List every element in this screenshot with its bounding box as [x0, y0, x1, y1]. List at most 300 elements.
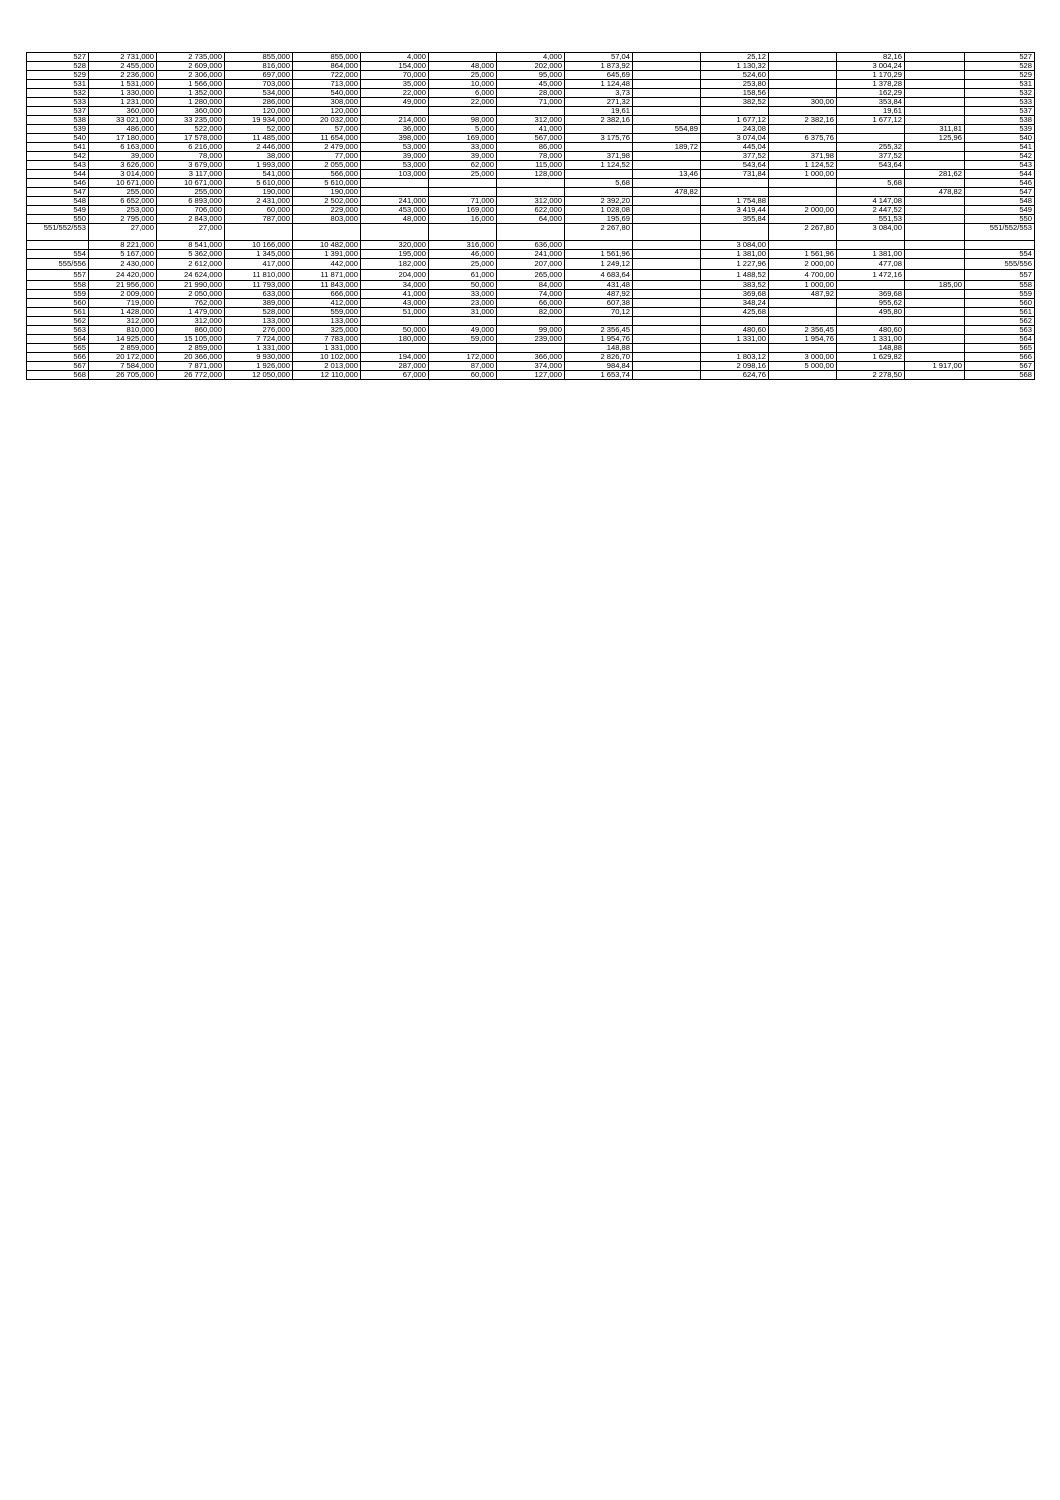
row-id-cell-right: 544	[965, 170, 1035, 179]
table-cell: 3 004,24	[837, 62, 905, 71]
table-cell: 6 163,000	[89, 143, 157, 152]
table-cell: 308,000	[293, 98, 361, 107]
table-cell: 9 930,000	[225, 353, 293, 362]
table-cell: 4,000	[361, 53, 429, 62]
table-cell: 316,000	[429, 241, 497, 250]
table-cell: 1 381,00	[837, 250, 905, 259]
row-id-cell: 568	[27, 371, 89, 380]
table-cell	[837, 281, 905, 290]
table-cell	[905, 206, 965, 215]
table-cell	[633, 98, 701, 107]
table-cell	[837, 188, 905, 197]
table-cell: 4,000	[497, 53, 565, 62]
table-cell: 46,000	[429, 250, 497, 259]
table-cell: 12 110,000	[293, 371, 361, 380]
table-cell: 15 105,000	[157, 335, 225, 344]
table-cell: 255,32	[837, 143, 905, 152]
table-cell	[429, 53, 497, 62]
table-cell: 190,000	[225, 188, 293, 197]
table-cell: 60,000	[225, 206, 293, 215]
table-cell: 39,000	[89, 152, 157, 161]
table-cell: 10 671,000	[157, 179, 225, 188]
table-cell: 1 249,12	[565, 259, 633, 270]
table-cell	[361, 344, 429, 353]
table-cell	[837, 170, 905, 179]
row-id-cell-right: 554	[965, 250, 1035, 259]
table-cell	[905, 116, 965, 125]
table-cell: 214,000	[361, 116, 429, 125]
table-row	[27, 344, 1035, 353]
table-cell: 1 378,28	[837, 80, 905, 89]
table-row	[27, 362, 1035, 371]
table-cell	[565, 317, 633, 326]
table-cell	[701, 224, 769, 241]
table-cell: 35,000	[361, 80, 429, 89]
table-cell: 1 873,92	[565, 62, 633, 71]
table-cell: 169,000	[429, 206, 497, 215]
table-cell	[769, 179, 837, 188]
table-cell: 20 032,000	[293, 116, 361, 125]
table-cell	[905, 353, 965, 362]
table-cell: 369,68	[837, 290, 905, 299]
table-row	[27, 259, 1035, 270]
table-cell: 522,000	[157, 125, 225, 134]
table-cell: 1 566,000	[157, 80, 225, 89]
row-id-cell-right: 540	[965, 134, 1035, 143]
row-id-cell: 528	[27, 62, 89, 71]
table-cell: 543,64	[837, 161, 905, 170]
table-cell: 62,000	[429, 161, 497, 170]
table-cell: 5 000,00	[769, 362, 837, 371]
table-cell	[633, 206, 701, 215]
table-cell: 1 488,52	[701, 270, 769, 281]
table-cell: 53,000	[361, 143, 429, 152]
table-cell: 7 724,000	[225, 335, 293, 344]
table-cell: 528,000	[225, 308, 293, 317]
table-cell: 71,000	[497, 98, 565, 107]
row-id-cell: 551/552/553	[27, 224, 89, 241]
table-cell: 78,000	[157, 152, 225, 161]
row-id-cell: 554	[27, 250, 89, 259]
table-cell	[905, 215, 965, 224]
table-cell	[769, 317, 837, 326]
row-id-cell-right: 531	[965, 80, 1035, 89]
table-cell	[769, 53, 837, 62]
table-cell: 22,000	[429, 98, 497, 107]
table-cell: 255,000	[157, 188, 225, 197]
table-cell	[429, 107, 497, 116]
table-cell: 2 382,16	[565, 116, 633, 125]
row-id-cell-right: 558	[965, 281, 1035, 290]
table-cell: 360,000	[157, 107, 225, 116]
table-cell: 276,000	[225, 326, 293, 335]
table-cell: 84,000	[497, 281, 565, 290]
table-cell: 287,000	[361, 362, 429, 371]
table-row	[27, 224, 1035, 241]
row-id-cell: 559	[27, 290, 89, 299]
row-id-cell-right: 547	[965, 188, 1035, 197]
table-cell: 495,80	[837, 308, 905, 317]
table-cell: 374,000	[497, 362, 565, 371]
table-cell	[429, 344, 497, 353]
table-cell: 1 028,08	[565, 206, 633, 215]
table-cell: 1 231,000	[89, 98, 157, 107]
table-cell: 1 000,00	[769, 281, 837, 290]
table-cell	[837, 134, 905, 143]
table-cell: 8 221,000	[89, 241, 157, 250]
table-cell: 66,000	[497, 299, 565, 308]
table-cell: 25,000	[429, 71, 497, 80]
table-cell: 540,000	[293, 89, 361, 98]
table-cell: 6 375,76	[769, 134, 837, 143]
row-id-cell-right: 532	[965, 89, 1035, 98]
table-cell	[905, 224, 965, 241]
row-id-cell: 538	[27, 116, 89, 125]
table-cell	[497, 107, 565, 116]
table-cell	[633, 335, 701, 344]
table-cell: 1 926,000	[225, 362, 293, 371]
table-cell	[905, 179, 965, 188]
table-cell	[905, 98, 965, 107]
row-id-cell-right: 551/552/553	[965, 224, 1035, 241]
table-cell: 810,000	[89, 326, 157, 335]
table-cell: 731,84	[701, 170, 769, 179]
row-id-cell-right: 528	[965, 62, 1035, 71]
table-cell: 3 626,000	[89, 161, 157, 170]
table-cell: 14 925,000	[89, 335, 157, 344]
table-cell: 128,000	[497, 170, 565, 179]
table-cell	[361, 107, 429, 116]
table-cell: 2 267,80	[565, 224, 633, 241]
row-id-cell: 537	[27, 107, 89, 116]
table-cell: 253,80	[701, 80, 769, 89]
table-cell	[225, 224, 293, 241]
table-cell: 86,000	[497, 143, 565, 152]
table-row	[27, 353, 1035, 362]
table-cell	[497, 317, 565, 326]
table-cell: 486,000	[89, 125, 157, 134]
table-cell: 95,000	[497, 71, 565, 80]
table-cell	[633, 179, 701, 188]
table-cell: 10 671,000	[89, 179, 157, 188]
table-cell: 2 098,16	[701, 362, 769, 371]
row-id-cell-right: 549	[965, 206, 1035, 215]
table-row	[27, 161, 1035, 170]
table-cell: 26 772,000	[157, 371, 225, 380]
row-id-cell: 531	[27, 80, 89, 89]
table-cell	[769, 188, 837, 197]
row-id-cell-right: 561	[965, 308, 1035, 317]
table-cell: 2 306,000	[157, 71, 225, 80]
table-cell	[701, 179, 769, 188]
table-cell: 241,000	[361, 197, 429, 206]
table-cell: 45,000	[497, 80, 565, 89]
table-cell: 3,73	[565, 89, 633, 98]
table-cell: 1 124,52	[565, 161, 633, 170]
table-cell: 369,68	[701, 290, 769, 299]
table-row	[27, 170, 1035, 179]
table-row	[27, 335, 1035, 344]
table-cell	[633, 224, 701, 241]
table-cell	[633, 326, 701, 335]
table-cell: 1 331,00	[837, 335, 905, 344]
table-cell: 255,000	[89, 188, 157, 197]
table-cell	[769, 241, 837, 250]
table-cell: 2 000,00	[769, 206, 837, 215]
table-row	[27, 98, 1035, 107]
table-cell: 534,000	[225, 89, 293, 98]
table-cell: 23,000	[429, 299, 497, 308]
table-cell: 36,000	[361, 125, 429, 134]
table-cell	[905, 326, 965, 335]
table-cell	[905, 344, 965, 353]
table-cell	[293, 224, 361, 241]
table-row	[27, 250, 1035, 259]
table-cell: 49,000	[429, 326, 497, 335]
table-cell	[769, 80, 837, 89]
table-cell: 1 331,000	[225, 344, 293, 353]
table-cell: 61,000	[429, 270, 497, 281]
table-cell: 377,52	[837, 152, 905, 161]
table-cell	[769, 62, 837, 71]
table-cell	[633, 53, 701, 62]
row-id-cell: 557	[27, 270, 89, 281]
table-cell: 148,88	[565, 344, 633, 353]
table-cell: 185,00	[905, 281, 965, 290]
row-id-cell: 566	[27, 353, 89, 362]
table-cell: 11 793,000	[225, 281, 293, 290]
table-cell	[837, 125, 905, 134]
table-row	[27, 188, 1035, 197]
table-cell: 477,08	[837, 259, 905, 270]
table-cell: 2 502,000	[293, 197, 361, 206]
row-id-cell: 543	[27, 161, 89, 170]
table-cell	[633, 116, 701, 125]
table-cell: 4 683,64	[565, 270, 633, 281]
table-cell: 480,60	[701, 326, 769, 335]
table-cell: 74,000	[497, 290, 565, 299]
table-cell: 11 654,000	[293, 134, 361, 143]
row-id-cell-right: 568	[965, 371, 1035, 380]
table-cell: 1 391,000	[293, 250, 361, 259]
table-cell: 19,61	[565, 107, 633, 116]
table-row	[27, 270, 1035, 281]
table-cell	[361, 179, 429, 188]
table-row	[27, 125, 1035, 134]
table-cell: 2 050,000	[157, 290, 225, 299]
table-cell: 39,000	[429, 152, 497, 161]
table-cell: 2 479,000	[293, 143, 361, 152]
table-cell: 2 612,000	[157, 259, 225, 270]
row-id-cell-right: 538	[965, 116, 1035, 125]
row-id-cell: 546	[27, 179, 89, 188]
table-cell: 120,000	[293, 107, 361, 116]
table-cell: 353,84	[837, 98, 905, 107]
table-cell: 487,92	[565, 290, 633, 299]
table-cell: 33,000	[429, 290, 497, 299]
table-cell: 26 705,000	[89, 371, 157, 380]
table-cell	[769, 197, 837, 206]
table-row	[27, 62, 1035, 71]
table-cell: 2 278,50	[837, 371, 905, 380]
table-cell: 82,16	[837, 53, 905, 62]
table-cell: 24 624,000	[157, 270, 225, 281]
table-cell: 1 954,76	[769, 335, 837, 344]
table-cell: 2 455,000	[89, 62, 157, 71]
table-cell	[837, 362, 905, 371]
table-cell: 5,68	[837, 179, 905, 188]
table-cell: 1 561,96	[769, 250, 837, 259]
table-cell: 99,000	[497, 326, 565, 335]
table-cell: 633,000	[225, 290, 293, 299]
table-cell: 1 227,96	[701, 259, 769, 270]
table-cell: 133,000	[293, 317, 361, 326]
table-cell	[701, 107, 769, 116]
table-cell: 133,000	[225, 317, 293, 326]
table-cell: 7 871,000	[157, 362, 225, 371]
table-cell	[905, 259, 965, 270]
table-cell: 1 345,000	[225, 250, 293, 259]
row-id-cell: 548	[27, 197, 89, 206]
table-cell: 204,000	[361, 270, 429, 281]
table-cell: 567,000	[497, 134, 565, 143]
table-cell: 12 050,000	[225, 371, 293, 380]
table-cell	[837, 241, 905, 250]
row-id-cell-right: 555/556	[965, 259, 1035, 270]
row-id-cell: 540	[27, 134, 89, 143]
table-cell: 955,62	[837, 299, 905, 308]
table-cell	[565, 125, 633, 134]
table-cell: 666,000	[293, 290, 361, 299]
table-row	[27, 152, 1035, 161]
row-id-cell-right: 529	[965, 71, 1035, 80]
table-row	[27, 179, 1035, 188]
table-cell: 59,000	[429, 335, 497, 344]
table-cell	[905, 71, 965, 80]
table-cell: 1 561,96	[565, 250, 633, 259]
table-cell: 115,000	[497, 161, 565, 170]
table-cell: 48,000	[429, 62, 497, 71]
table-cell: 50,000	[429, 281, 497, 290]
table-cell: 229,000	[293, 206, 361, 215]
table-cell	[497, 188, 565, 197]
table-cell: 190,000	[293, 188, 361, 197]
table-cell: 25,12	[701, 53, 769, 62]
table-cell	[905, 107, 965, 116]
table-row	[27, 116, 1035, 125]
table-cell	[905, 241, 965, 250]
table-cell: 816,000	[225, 62, 293, 71]
table-cell	[633, 299, 701, 308]
table-cell: 67,000	[361, 371, 429, 380]
table-cell: 442,000	[293, 259, 361, 270]
table-cell	[497, 224, 565, 241]
table-cell: 566,000	[293, 170, 361, 179]
table-cell: 78,000	[497, 152, 565, 161]
table-cell: 2 356,45	[565, 326, 633, 335]
table-cell: 43,000	[361, 299, 429, 308]
table-row	[27, 143, 1035, 152]
table-cell: 180,000	[361, 335, 429, 344]
table-cell: 787,000	[225, 215, 293, 224]
table-cell: 762,000	[157, 299, 225, 308]
table-cell: 398,000	[361, 134, 429, 143]
table-cell: 50,000	[361, 326, 429, 335]
table-cell	[769, 371, 837, 380]
table-cell: 6 652,000	[89, 197, 157, 206]
table-cell: 60,000	[429, 371, 497, 380]
table-cell	[633, 259, 701, 270]
table-cell: 27,000	[157, 224, 225, 241]
row-id-cell: 562	[27, 317, 89, 326]
table-cell	[769, 125, 837, 134]
table-cell: 722,000	[293, 71, 361, 80]
table-cell: 13,46	[633, 170, 701, 179]
table-cell	[633, 161, 701, 170]
table-cell: 4 147,08	[837, 197, 905, 206]
table-cell	[361, 224, 429, 241]
row-id-cell-right: 542	[965, 152, 1035, 161]
table-cell	[633, 317, 701, 326]
table-cell: 2 447,52	[837, 206, 905, 215]
table-cell	[769, 344, 837, 353]
table-cell: 24 420,000	[89, 270, 157, 281]
table-cell: 286,000	[225, 98, 293, 107]
table-cell: 25,000	[429, 259, 497, 270]
row-id-cell: 563	[27, 326, 89, 335]
table-row	[27, 317, 1035, 326]
table-cell: 10 482,000	[293, 241, 361, 250]
table-cell: 1 170,29	[837, 71, 905, 80]
table-cell: 2 382,16	[769, 116, 837, 125]
table-cell: 3 084,00	[701, 241, 769, 250]
row-id-cell: 529	[27, 71, 89, 80]
table-row	[27, 89, 1035, 98]
table-cell: 2 000,00	[769, 259, 837, 270]
table-cell: 87,000	[429, 362, 497, 371]
table-cell: 6 216,000	[157, 143, 225, 152]
table-cell: 3 679,000	[157, 161, 225, 170]
table-cell: 70,000	[361, 71, 429, 80]
table-cell: 360,000	[89, 107, 157, 116]
table-cell: 243,08	[701, 125, 769, 134]
table-cell: 20 172,000	[89, 353, 157, 362]
table-cell	[633, 134, 701, 143]
table-cell: 77,000	[293, 152, 361, 161]
table-cell: 2 356,45	[769, 326, 837, 335]
table-cell: 1 352,000	[157, 89, 225, 98]
table-cell: 636,000	[497, 241, 565, 250]
table-cell: 6 893,000	[157, 197, 225, 206]
table-cell: 984,84	[565, 362, 633, 371]
table-cell	[701, 344, 769, 353]
row-id-cell-right: 537	[965, 107, 1035, 116]
table-cell	[769, 143, 837, 152]
table-cell: 70,12	[565, 308, 633, 317]
table-cell	[905, 143, 965, 152]
row-id-cell-right: 567	[965, 362, 1035, 371]
table-cell: 158,56	[701, 89, 769, 98]
table-cell	[633, 197, 701, 206]
row-id-cell: 539	[27, 125, 89, 134]
table-cell: 120,000	[225, 107, 293, 116]
table-cell: 312,000	[157, 317, 225, 326]
table-cell: 172,000	[429, 353, 497, 362]
table-cell: 5 610,000	[225, 179, 293, 188]
table-cell: 51,000	[361, 308, 429, 317]
table-cell: 281,62	[905, 170, 965, 179]
table-cell: 1 677,12	[837, 116, 905, 125]
